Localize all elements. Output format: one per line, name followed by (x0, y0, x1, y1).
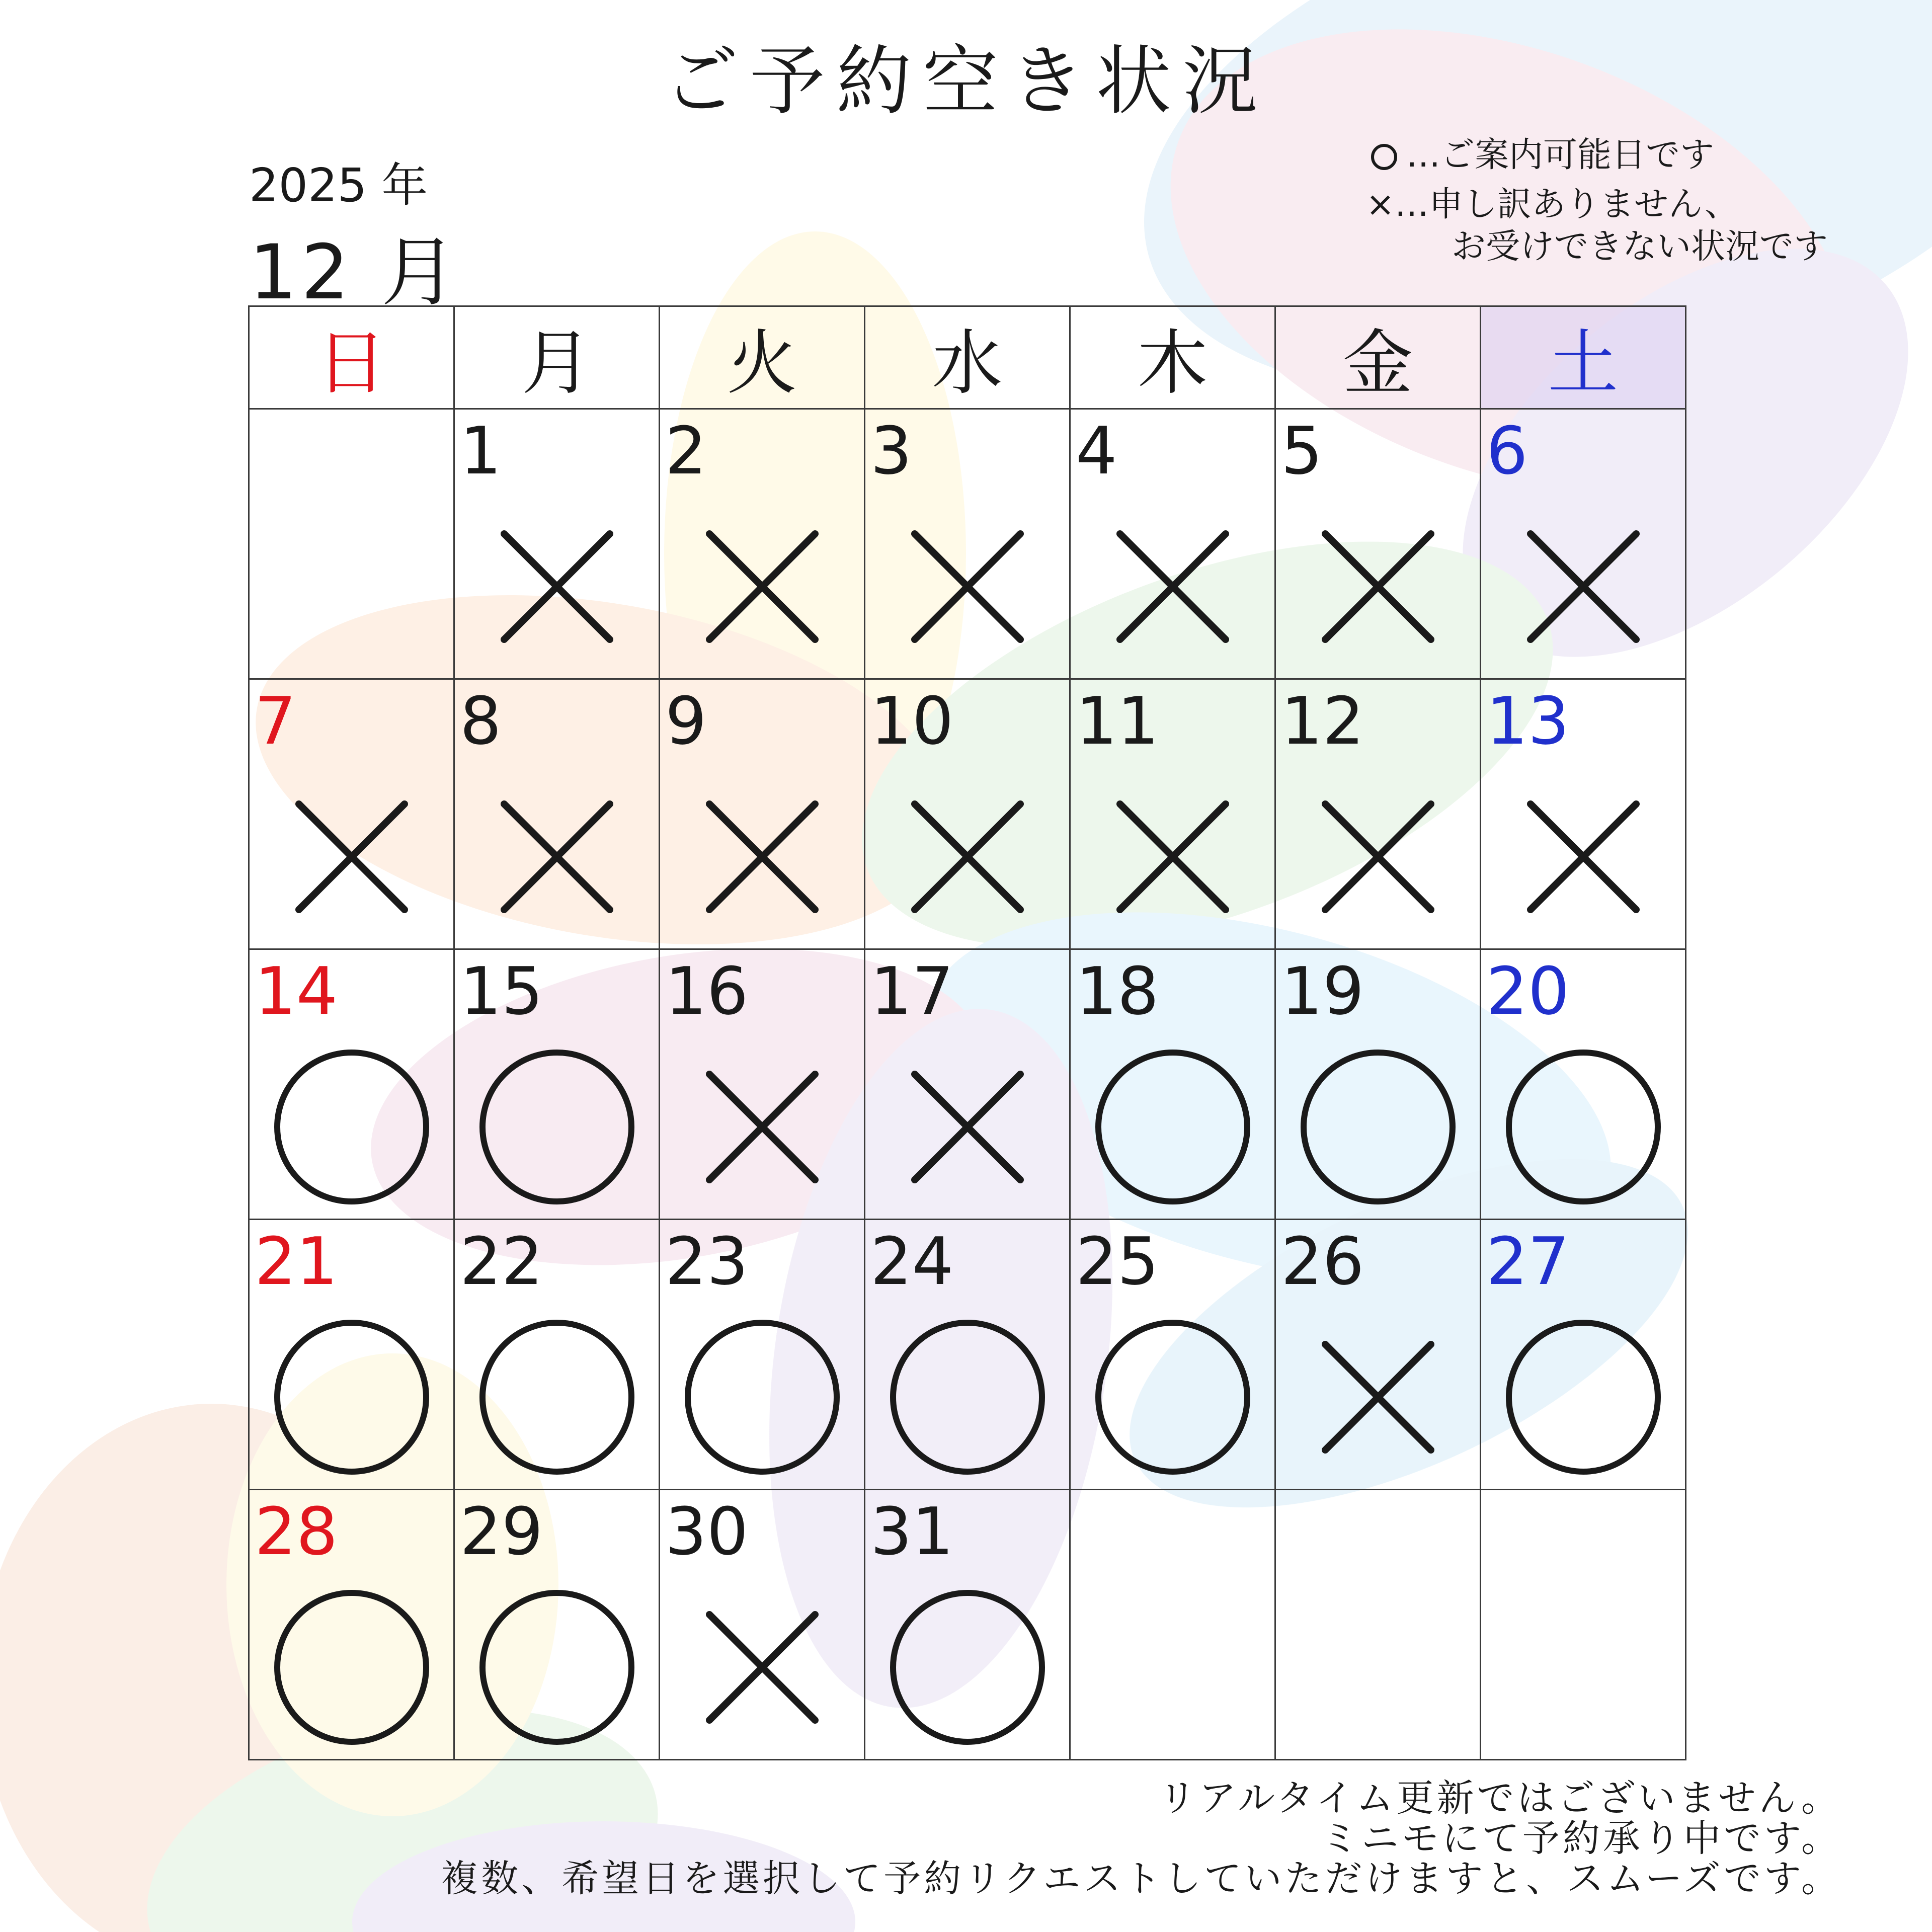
circle-icon (1366, 138, 1402, 173)
unavailable-x-icon (1503, 506, 1664, 667)
calendar-day-cell[interactable] (1070, 949, 1275, 1220)
weekday-friday: 金 (1275, 306, 1481, 409)
year-label: 2025 年 (249, 158, 428, 212)
available-circle-icon (1298, 1046, 1459, 1208)
day-number: 5 (1281, 413, 1323, 489)
day-number: 20 (1486, 953, 1570, 1029)
day-number: 29 (460, 1493, 543, 1570)
calendar-day-cell (1275, 1490, 1481, 1760)
available-circle-icon (476, 1317, 637, 1478)
calendar-day-cell (1481, 1490, 1686, 1760)
weekday-header-row (249, 306, 1686, 409)
calendar-day-cell[interactable] (454, 409, 660, 679)
unavailable-x-icon (887, 1046, 1048, 1208)
day-number: 8 (460, 683, 502, 759)
calendar-day-cell[interactable] (454, 949, 660, 1220)
month-label: 12 月 (249, 229, 461, 316)
unavailable-x-icon (1298, 1317, 1459, 1478)
calendar-day-cell[interactable] (660, 409, 865, 679)
available-circle-icon (1092, 1046, 1253, 1208)
calendar-day-cell[interactable] (660, 1490, 865, 1760)
calendar-day-cell[interactable] (865, 409, 1070, 679)
day-number: 18 (1076, 953, 1159, 1029)
calendar-week-row (249, 679, 1686, 949)
unavailable-x-icon (271, 776, 432, 937)
calendar-day-cell[interactable] (249, 1220, 454, 1490)
day-number: 22 (460, 1223, 543, 1300)
calendar-day-cell[interactable] (1275, 409, 1481, 679)
calendar-day-cell[interactable] (1070, 409, 1275, 679)
day-number: 3 (870, 413, 912, 489)
calendar-day-cell[interactable] (865, 679, 1070, 949)
day-number: 10 (870, 683, 954, 759)
unavailable-x-icon (682, 776, 843, 937)
available-circle-icon (271, 1587, 432, 1748)
calendar-day-cell (249, 409, 454, 679)
calendar-day-cell[interactable] (1481, 1220, 1686, 1490)
day-number: 30 (665, 1493, 749, 1570)
unavailable-x-icon (887, 776, 1048, 937)
unavailable-x-icon (1298, 506, 1459, 667)
day-number: 6 (1486, 413, 1528, 489)
weekday-thursday: 木 (1070, 306, 1275, 409)
legend-unavailable-detail: お受けできない状況です (1452, 227, 1828, 267)
day-number: 4 (1076, 413, 1117, 489)
calendar-day-cell[interactable] (1481, 949, 1686, 1220)
calendar-day-cell[interactable] (1070, 1220, 1275, 1490)
day-number: 14 (255, 953, 338, 1029)
day-number: 24 (870, 1223, 954, 1300)
weekday-monday: 月 (454, 306, 660, 409)
calendar-day-cell[interactable] (1275, 949, 1481, 1220)
available-circle-icon (1503, 1317, 1664, 1478)
unavailable-x-icon (1092, 506, 1253, 667)
day-number: 26 (1281, 1223, 1364, 1300)
unavailable-x-icon (476, 506, 637, 667)
footer-note-realtime: リアルタイム更新ではございません。 (1158, 1777, 1841, 1820)
calendar-day-cell[interactable] (249, 949, 454, 1220)
day-number: 11 (1076, 683, 1159, 759)
legend-unavailable-text: ×…申し訳ありません、 (1366, 185, 1739, 224)
calendar-day-cell[interactable] (865, 1490, 1070, 1760)
unavailable-x-icon (682, 1046, 843, 1208)
day-number: 9 (665, 683, 707, 759)
unavailable-x-icon (476, 776, 637, 937)
unavailable-x-icon (1298, 776, 1459, 937)
available-circle-icon (682, 1317, 843, 1478)
calendar-week-row (249, 409, 1686, 679)
unavailable-x-icon (1092, 776, 1253, 937)
available-circle-icon (1503, 1046, 1664, 1208)
legend-available-text: …ご案内可能日です (1406, 135, 1715, 175)
day-number: 12 (1281, 683, 1364, 759)
calendar-day-cell[interactable] (454, 1220, 660, 1490)
day-number: 15 (460, 953, 543, 1029)
day-number: 7 (255, 683, 296, 759)
day-number: 17 (870, 953, 954, 1029)
availability-calendar (248, 305, 1686, 1760)
unavailable-x-icon (1503, 776, 1664, 937)
calendar-day-cell[interactable] (1481, 409, 1686, 679)
calendar-day-cell[interactable] (660, 679, 865, 949)
legend-unavailable (1366, 185, 1828, 224)
calendar-day-cell[interactable] (249, 1490, 454, 1760)
day-number: 23 (665, 1223, 749, 1300)
calendar-day-cell[interactable] (249, 679, 454, 949)
available-circle-icon (271, 1046, 432, 1208)
footer-note-request: 複数、希望日を選択して予約リクエストしていただけますと、スムーズです。 (441, 1857, 1841, 1900)
day-number: 28 (255, 1493, 338, 1570)
calendar-day-cell[interactable] (1070, 679, 1275, 949)
calendar-day-cell[interactable] (865, 1220, 1070, 1490)
page-title: ご予約空き状況 (663, 38, 1269, 125)
day-number: 27 (1486, 1223, 1570, 1300)
available-circle-icon (476, 1587, 637, 1748)
calendar-body (249, 409, 1686, 1760)
day-number: 16 (665, 953, 749, 1029)
footer-note-minimo: ミニモにて予約承り中です。 (1321, 1816, 1841, 1860)
available-circle-icon (476, 1046, 637, 1208)
weekday-sunday: 日 (249, 306, 454, 409)
day-number: 13 (1486, 683, 1570, 759)
calendar-day-cell[interactable] (454, 1490, 660, 1760)
calendar-day-cell[interactable] (660, 949, 865, 1220)
available-circle-icon (271, 1317, 432, 1478)
unavailable-x-icon (682, 1587, 843, 1748)
calendar-day-cell[interactable] (865, 949, 1070, 1220)
calendar-week-row (249, 1490, 1686, 1760)
day-number: 19 (1281, 953, 1364, 1029)
calendar-day-cell[interactable] (660, 1220, 865, 1490)
unavailable-x-icon (887, 506, 1048, 667)
weekday-wednesday: 水 (865, 306, 1070, 409)
calendar-day-cell (1070, 1490, 1275, 1760)
day-number: 25 (1076, 1223, 1159, 1300)
available-circle-icon (887, 1587, 1048, 1748)
calendar-day-cell[interactable] (1275, 679, 1481, 949)
day-number: 31 (870, 1493, 954, 1570)
footer-notes (441, 1779, 1841, 1899)
day-number: 21 (255, 1223, 338, 1300)
weekday-tuesday: 火 (660, 306, 865, 409)
calendar-day-cell[interactable] (1481, 679, 1686, 949)
available-circle-icon (1092, 1317, 1253, 1478)
unavailable-x-icon (682, 506, 843, 667)
day-number: 2 (665, 413, 707, 489)
legend-available (1366, 135, 1828, 175)
calendar-week-row (249, 949, 1686, 1220)
weekday-saturday: 土 (1481, 306, 1686, 409)
calendar-day-cell[interactable] (1275, 1220, 1481, 1490)
calendar-day-cell[interactable] (454, 679, 660, 949)
legend (1366, 135, 1828, 267)
available-circle-icon (887, 1317, 1048, 1478)
day-number: 1 (460, 413, 502, 489)
calendar-week-row (249, 1220, 1686, 1490)
